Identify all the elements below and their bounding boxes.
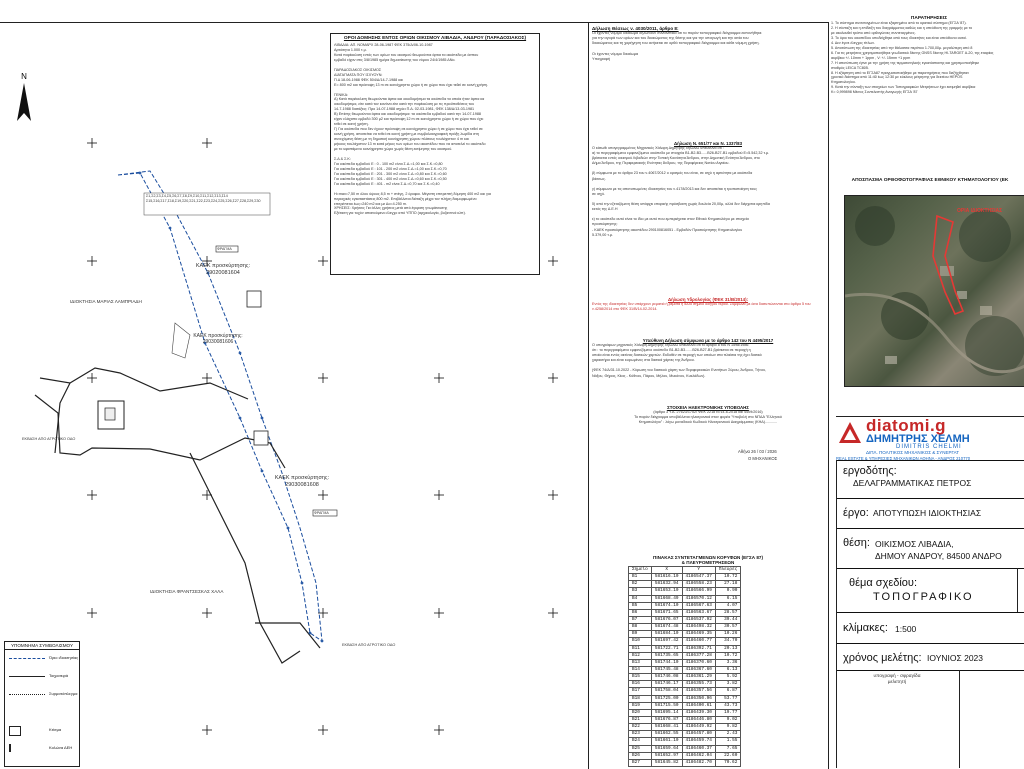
- coordinate-table-cell: Β7: [629, 616, 652, 623]
- coordinate-table-cell: Β6: [629, 609, 652, 616]
- map-area: [0, 22, 589, 769]
- table-row: [629, 616, 741, 623]
- orthophoto-image: [845, 196, 1024, 386]
- coordinate-table-cell: 4186367.60: [682, 666, 715, 673]
- coordinate-table-cell: 4186392.71: [682, 645, 715, 652]
- table-row: [629, 724, 741, 731]
- svg-text:Ν: Ν: [21, 72, 27, 81]
- coordinate-table-cell: Β22: [629, 724, 652, 731]
- coordinate-table-cell: 1.55: [715, 738, 740, 745]
- table-row: [629, 702, 741, 709]
- coordinate-table-cell: 7.65: [715, 745, 740, 752]
- coordinate-table-cell: 581671.65: [651, 609, 682, 616]
- coordinate-table-cell: Β17: [629, 688, 652, 695]
- building-terms-box: [330, 33, 540, 275]
- notes-line: Κτηματολογίου.: [831, 80, 856, 85]
- notes-title: ΠΑΡΑΤΗΡΗΣΕΙΣ: [910, 16, 948, 21]
- drawing-subject-value: ΤΟΠΟΓΡΑΦΙΚΟ: [873, 591, 974, 603]
- coordinate-table-cell: Β21: [629, 716, 652, 723]
- declaration-line: Οι έχοντες νόμιμο δικαίωμα: [592, 51, 639, 56]
- coordinate-table-cell: 4186400.61: [682, 702, 715, 709]
- coordinate-table-cell: 4186449.92: [682, 724, 715, 731]
- coordinate-table-cell: 581652.97: [651, 752, 682, 759]
- conditions-box-line: Π.Δ 18-06-1988 ΦΕΚ 504/Δ/14-7-1988 και: [334, 77, 403, 82]
- table-row: [629, 716, 741, 723]
- coordinate-table-cell: 581674.10: [651, 602, 682, 609]
- notes-line: Κ= 0,999898 Μέσος Συντελεστής Αναγωγής ΕΓΣΑ '87: [831, 90, 918, 95]
- coordinate-table-cell: 581645.82: [651, 759, 682, 766]
- coordinate-table-cell: 581758.04: [651, 688, 682, 695]
- coordinate-table-header: Πλευρές: [715, 567, 740, 574]
- coordinate-table-cell: Β1: [629, 574, 652, 581]
- table-row: [629, 595, 741, 602]
- law-651-line: δ) από την εξεταζόμενη θέση υπάρχει επαρκής πρόσβαση χωρίς δουλεία 20,00μ, αλλά δεν διέρχεται κρηπίδα: [592, 202, 770, 207]
- notes-line: 3. Το όριο του οικοπέδου υποδείχθηκε από τους ιδιοκτήτες και είναι υπεύθυνοι αυτοί.: [831, 35, 967, 40]
- client-value: ΔΕΛΑΓΡΑΜΜΑΤΙΚΑΣ ΠΕΤΡΟΣ: [853, 478, 972, 488]
- location-value-2: ΔΗΜΟΥ ΑΝΔΡΟΥ, 84500 ΑΝΔΡΟ: [875, 551, 1002, 561]
- table-row: [629, 731, 741, 738]
- coordinate-table-cell: Β12: [629, 652, 652, 659]
- legend-item-label: Κολώνα ΔΕΗ: [49, 745, 73, 750]
- coordinate-table-cell: Β4: [629, 595, 652, 602]
- electronic-submission-block: [592, 405, 824, 425]
- scale-value: 1:500: [895, 624, 917, 634]
- fence-label-2: ΦΡΑΓΜΑ: [314, 511, 329, 515]
- conditions-box-line: τεθεί σε κοινή χρήση.: [334, 122, 369, 127]
- property-overlay: [933, 216, 963, 314]
- notes-text: [831, 21, 1024, 95]
- company-block: [836, 416, 1024, 461]
- coordinate-table-cell: 581715.50: [651, 702, 682, 709]
- coordinate-table-cell: 6.15: [715, 595, 740, 602]
- conditions-box-line: επιτρέπεται έως=240 m2 και με Δο=4.250 m.: [334, 201, 407, 206]
- table-row: [629, 609, 741, 616]
- law-651-line: - ΚΑΕΚ προσκύρτησης οικοπέδου 290100816051 - Εμβαδόν Προσκύρτησης Κτηματολογίου: [592, 227, 743, 232]
- coordinate-table-cell: 4186377.28: [682, 652, 715, 659]
- client-label: εργοδότης:: [843, 465, 897, 477]
- declaration-line: Υπογραφή: [592, 57, 611, 62]
- conditions-box-line: ΛΙΒΑΔΙΑ: ΑΠ. ΝΟΜΑΡΧ 28-06-1987 ΦΕΚ 375/Δ/06-10-1987: [334, 43, 433, 47]
- coordinate-table-cell: Β23: [629, 731, 652, 738]
- coordinate-table-cell: 581684.10: [651, 631, 682, 638]
- legend-title: ΥΠΟΜΝΗΜΑ ΣΥΜΒΟΛΙΣΜΟΥ: [5, 642, 79, 650]
- coordinate-table-cell: Β8: [629, 624, 652, 631]
- middle-column: [588, 22, 829, 769]
- building-terms-text: [334, 43, 536, 216]
- signature-label: υπογραφή - σφραγίδα μελετητή: [873, 674, 921, 685]
- electronic-submission-title: ΣΤΟΙΧΕΙΑ ΗΛΕΚΤΡΟΝΙΚΗΣ ΥΠΟΒΟΛΗΣ: [667, 405, 749, 410]
- coordinate-table-cell: 581661.10: [651, 738, 682, 745]
- conditions-box-line: Α) Κατά παρέκκλιση θεωρούνται άρτια και οικοδομήσιμα τα οικόπεδα τα οποία ήταν άρτια κα: [334, 97, 485, 102]
- coordinate-table-cell: 4186482.70: [682, 759, 715, 766]
- table-row: [629, 631, 741, 638]
- kaek-label-2: ΚΑΕΚ προσκύρτησης: 29030081606: [193, 333, 243, 345]
- company-latin: DIMITRIS CHELMI: [896, 444, 962, 450]
- engineer-signer: Ο ΜΗΧΑΝΙΚΟΣ: [748, 456, 778, 461]
- law-651-line: βάσεως.: [592, 176, 606, 181]
- scale-label: κλίμακες:: [843, 622, 888, 634]
- drawing-subject-label: θέμα σχεδίου:: [849, 577, 917, 589]
- conditions-box-line: Η=max=7,50 m όλου ύψους 8,5 m + στέγη, 2 όροφοι. Μέγιστη επιτρεπτή δόμηση 400 m2 και για: [334, 191, 491, 196]
- road-label-2: ΕΚΒΑΣΗ ΑΠΟ ΑΓΡΟΤΙΚΟ ΟΔΟ: [342, 643, 396, 647]
- coordinate-table-cell: 4186439.30: [682, 709, 715, 716]
- legend-items: [5, 650, 79, 760]
- coordinate-table-cell: 4186537.92: [682, 616, 715, 623]
- notes-line: 8. Η εξάρτηση από το ΕΓΣΑ87 πραγματοποιήθηκε με παρατηρήσεις που διεξήχθησαν: [831, 70, 970, 75]
- law-651-line: β) σύμφωνα με το άρθρο 23 του ν.4067/2012 ο ορισμός του είναι, σε ισχύ η αρτιότητα με οικόπεδα: [592, 171, 753, 176]
- coordinate-table-cell: Β5: [629, 602, 652, 609]
- legend-symbol-icon: [9, 676, 45, 683]
- coordinate-table-cell: 70.62: [715, 759, 740, 766]
- law-651-line: α) το περιγραφόμενο εμφανιζόμενο οικόπεδο με στοιχεία Β1-Β2-Β3......Β26-Β27-Β1 εμβαδού Ε=5.542,32 τ.μ.: [592, 151, 770, 156]
- coordinate-table-cell: Β2: [629, 581, 652, 588]
- coordinate-table-cell: 581695.14: [651, 709, 682, 716]
- notes-line: με ακολουθεί τρόπο από ορθογώνιες συντεταγμένες.: [831, 30, 916, 35]
- coordinate-table-block: [628, 555, 788, 767]
- coordinate-table-cell: 581668.49: [651, 595, 682, 602]
- coordinate-table-cell: 581632.94: [651, 581, 682, 588]
- table-row: [629, 666, 741, 673]
- conditions-box-line: Κατά παρέκκλιση εντός των ορίων του οικισμού θεωρούνται άρτια τα οικόπεδα με όσπου: [334, 52, 479, 57]
- notes-line: 6. Για τις μετρήσεις χρησιμοποιήθηκε γεωδαιτικό δέκτης GNSS δέκτης HI-TARGET Α-20, της εταιρίας: [831, 50, 994, 55]
- company-subtitle: ΔΙΠΛ. ΠΟΛΙΤΙΚΟΣ ΜΗΧΑΝΙΚΟΣ & ΣΥΝΕΡΓΑΤ: [866, 450, 959, 455]
- coordinate-table-cell: 581722.71: [651, 645, 682, 652]
- legend-item-label: Κτίσμα: [49, 727, 62, 732]
- coordinate-table-cell: Β24: [629, 738, 652, 745]
- study-date-value: ΙΟΥΝΙΟΣ 2023: [927, 653, 984, 663]
- hydrology-text: Εντός της ιδιοκτησίας δεν υπάρχουν ρεματιά ή ρέματα ή άλλο σημείο οδηγού νερού. Σύμφωνα με όσα διατυπώνονται στο άρθρο 5 του ν.4258/2014 στο ΦΕΚ 31/Β/14-02-2014.: [592, 302, 811, 311]
- coordinate-table-cell: 581676.87: [651, 716, 682, 723]
- notes-line: ακρίβεια +/- 10mm + 1ppm , V: +/- 15mm +1 ppm: [831, 55, 911, 60]
- table-row: [629, 752, 741, 759]
- conditions-box-line: Για οικόπεδα εμβαδού Ε : 0 - 100 m2 είναι Σ.Δ.=1,00 και Σ.Κ.=0,80: [334, 161, 443, 166]
- drawing-subject-box: [1017, 568, 1024, 612]
- legend-symbol-icon: [9, 726, 21, 736]
- table-row: [629, 709, 741, 716]
- table-row: [629, 638, 741, 645]
- coordinate-table-cell: 39.44: [715, 616, 740, 623]
- coordinate-table-cell: 581745.48: [651, 666, 682, 673]
- road-label-1: ΕΚΒΑΣΗ ΑΠΟ ΑΓΡΟΤΙΚΟ ΟΔΟ: [22, 437, 76, 441]
- coordinate-table-cell: 10.72: [715, 574, 740, 581]
- kaek-label-1: ΚΑΕΚ προσκύρτησης: 29020081604: [195, 263, 251, 276]
- coordinate-table-cell: 9.02: [715, 716, 740, 723]
- project-value: ΑΠΟΤΥΠΩΣΗ ΙΔΙΟΚΤΗΣΙΑΣ: [873, 508, 982, 518]
- conditions-box-line: ΔΙΑΤΑΓΜΑΤΑ ΠΟΥ ΙΣΧΥΟΥΝ:: [334, 72, 383, 77]
- coordinate-table-cell: 581746.08: [651, 674, 682, 681]
- legend-symbol-icon: [9, 712, 45, 718]
- building-terms-title: ΟΡΟΙ ΔΟΜΗΣΗΣ ΕΝΤΟΣ ΟΡΙΩΝ ΟΙΚΙΣΜΟΥ ΛΙΒΑΔΙΑ, ΑΝΔΡΟΥ (ΠΑΡΑΔΟΣΙΑΚΟΣ): [343, 36, 527, 41]
- conditions-box-line: ΠΑΡΑΔΟΣΙΑΚΟΣ ΟΙΚΙΣΜΟΣ: [334, 67, 382, 72]
- coordinate-table-cell: 4186459.74: [682, 738, 715, 745]
- kaek-label-3: ΚΑΕΚ προσκύρτησης: 29030081608: [274, 475, 330, 488]
- property-boundary: [118, 171, 322, 641]
- coordinate-table-cell: 53.77: [715, 695, 740, 702]
- coordinate-table-cell: 4186357.56: [682, 688, 715, 695]
- conditions-box-line: Γ) Για οικόπεδα που δεν έχουν πρόσοψη σε κοινόχρηστο χώρο ή σε χώρο που έχει τεθεί σε: [334, 127, 483, 132]
- coordinate-table-cell: 581659.64: [651, 745, 682, 752]
- law-4495-line: Ο υπογράφων μηχανικός Χάλαρη Δημήτρης δηλώνω υπεύθυνα ότι το άρθρο 8 του Ν 1598/1986: [592, 343, 749, 347]
- notes-line: 9. Κατά την σύνταξη των στοιχείων των Τοπογραφικών Μετρήσεων έχει εκτιμηθεί ακρίβεια: [831, 85, 976, 90]
- notes-line: 7. Η αποτύπωση έγινε με την χρήση της τερματοτηλικής εγκατάστασης και χρησιμοποιήθηκε: [831, 60, 980, 65]
- table-row: [629, 745, 741, 752]
- right-column: [828, 0, 1024, 768]
- law-651-block: [592, 141, 824, 238]
- table-row: [629, 681, 741, 688]
- coordinate-table-cell: 581746.17: [651, 681, 682, 688]
- notes-line: 5. Αποτύπωση της ιδιοκτησίας από την θάλασσα περίπου 1.700,00μ. μεγαλύτερη από 8: [831, 45, 973, 50]
- law-651-line: προσκύρτησης:: [592, 222, 618, 227]
- law-651-line: ε) το οικόπεδο αυτό είναι το ίδιο με αυτό που εμπεριέχεται στον Εθνικό Κτηματολόγιο με στοιχεία: [592, 217, 749, 222]
- conditions-box-line: Σ.Δ & Σ.Κ:: [334, 156, 351, 161]
- law-651-line: Δήμο Άνδρου, της Περιφερειακής Ενότητας Άνδρου, της Περιφέρειας Νοτίου Αιγαίου.: [592, 161, 730, 166]
- orthophoto-title: ΑΠΟΣΠΑΣΜΑ ΟΡΘΟΦΩΤΟΓΡΑΦΙΑΣ ΕΘΝΙΚΟΥ ΚΤΗΜΑΤΟΛΟΓΙΟΥ (ΕΚ: [851, 178, 1009, 183]
- coordinate-table-cell: 4186469.35: [682, 631, 715, 638]
- coordinate-table-cell: 581662.55: [651, 731, 682, 738]
- conditions-box-line: περιοχικές εγκαταστάσεις 800 m2. Επιβάλλεται διάταξη μέχρι τον πλήρη διαμορφωμένο: [334, 196, 477, 201]
- company-logo-icon: [838, 421, 862, 445]
- coordinate-table-cell: 4186460.37: [682, 745, 715, 752]
- coordinate-table-cell: Β9: [629, 631, 652, 638]
- law-4495-line: (ΦΕΚ 74/Δ/31.10.2022 - Κύρωση του δασικού χάρτη των Περιφερειακών Ενοτήτων Σύρου, Άνδρου, Τήνου,: [592, 368, 767, 373]
- coordinate-table-cell: 20.13: [715, 645, 740, 652]
- company-services: REAL ESTATE & ΥΠΗΡΕΣΙΕΣ ΜΗΧΑΝΙΚΩΝ ΑΘΗΝΑ - ΑΝΔΡΟΣ 210770: [836, 456, 971, 461]
- legend-item-label: Όριο ιδιοκτησίας: [49, 655, 79, 660]
- declaration-line: δικαιώματος και τη χορήγηση του ανήκεται σε ορθό τοπογραφικό διάγραμμα και κάθε νόμιμη χρήση.: [592, 41, 760, 46]
- notes-line: σταθμός LEICA TC805.: [831, 65, 869, 70]
- hydrology-title: Δήλωση Υδρολογίας (ΦΕΚ 31/Β/2014):: [667, 297, 749, 302]
- law-651-title: Δήλωση Ν. 651/77 και Ν. 1337/83: [673, 141, 743, 146]
- coordinate-table-header: X: [651, 567, 682, 574]
- coordinate-table-cell: Β16: [629, 681, 652, 688]
- law-4495-line: ότι : το περιγραφόμενο εμφανιζόμενο οικόπεδο Β1-Β2-Β3.......Β26-Β27-Β1 βρίσκεται σε περιοχή η: [592, 348, 751, 353]
- coordinate-table: [628, 566, 741, 767]
- coordinate-table-cell: 4186547.37: [682, 574, 715, 581]
- owner-label-2: ΙΔΙΟΚΤΗΣΙΑ ΦΡΑΝΤΣΕΣΚΑΣ ΧΑΛΑ: [150, 589, 224, 594]
- table-row: [629, 659, 741, 666]
- legend-item-label: Τοιχοσειρά: [49, 673, 69, 678]
- hydrology-block: [592, 297, 824, 312]
- coordinate-table-cell: 30.57: [715, 624, 740, 631]
- conditions-box-line: Αρτιότητα 1.000 τ.μ.: [334, 47, 367, 52]
- coordinate-table-cell: 4186370.60: [682, 659, 715, 666]
- coordinate-table-cell: Β25: [629, 745, 652, 752]
- coordinate-table-cell: 0.90: [715, 588, 740, 595]
- owner-label-1: ΙΔΙΟΚΤΗΣΙΑ ΜΑΡΙΑΣ ΛΑΜΠΡΙΑΔΗ: [70, 299, 142, 304]
- coordinate-table-cell: 4186460.77: [682, 638, 715, 645]
- coordinate-table-cell: Β26: [629, 752, 652, 759]
- coordinate-table-cell: 4186570.12: [682, 595, 715, 602]
- coordinate-table-cell: 9.82: [715, 724, 740, 731]
- conditions-box-line: μήκους τουλάχιστον 13 m κατά μήκος των ορίων του οικοπέδου που να αποτελεί το οικόπεδο: [334, 142, 486, 147]
- table-row: [629, 624, 741, 631]
- law-4495-title: Υπεύθυνη Δήλωση σύμφωνα με το άρθρο 142 του Ν 4495/2017: [642, 338, 774, 343]
- table-row: [629, 581, 741, 588]
- conditions-box-line: ΧΡΗΣΕΙΣ: Χρήσεις Για άλλες χρήσεις μετά από έγκριση γνωμάτευσης: [334, 206, 448, 211]
- coordinate-table-cell: 3.82: [715, 681, 740, 688]
- law-651-line: σε ισχύ.: [592, 191, 606, 196]
- company-name: ΔΗΜΗΤΡΗΣ ΧΕΛΜΗ: [866, 433, 970, 445]
- title-block: [836, 460, 1024, 768]
- north-arrow-icon: [17, 72, 31, 121]
- legend-symbol-icon: [9, 658, 45, 665]
- coordinate-table-cell: 6.13: [715, 666, 740, 673]
- coordinate-table-cell: 10.26: [715, 631, 740, 638]
- law-651-line: γ) σύμφωνα με τις αποτυπωμένες ιδιοκτησίες του ν.4178/2013 και δεν απαιτείται η τροποποίηση τους: [592, 186, 757, 191]
- coordinate-table-cell: 581744.10: [651, 659, 682, 666]
- coordinate-table-cell: 581616.10: [651, 574, 682, 581]
- conditions-box-line: Β) Επίσης θεωρούνται άρτια και οικοδομήσιμα: τα οικόπεδα εμβαδού κατά την 14-07-1988: [334, 112, 481, 117]
- coordinate-table-cell: 581668.41: [651, 724, 682, 731]
- conditions-box-line: ΓΕΝΙΚΑ:: [334, 92, 349, 97]
- declaration-date: Αθήνα 26 / 03 / 2026: [738, 449, 777, 454]
- law-4495-line: οποία είναι εντός ακτίνας δασικών χαρτών. Εκδοθέν σε περιοχή των οποίων στα πλαίσια της έχει δασικό: [592, 353, 762, 358]
- table-row: [629, 674, 741, 681]
- declaration-line: Οι έχοντες νόμιμο δικαίωμα δηλώνουν συναινετικά ότι το παρόν τοπογραφικό διάγραμμα εκπονήθηκε: [592, 31, 762, 35]
- legend-box: [4, 641, 80, 767]
- law-651-line: εκτός της Δ.Ε.Η: [592, 207, 618, 212]
- legend-symbol-icon: [9, 744, 11, 752]
- coordinate-table-cell: 4186446.80: [682, 716, 715, 723]
- coordinate-table-cell: 5.92: [715, 674, 740, 681]
- coordinate-table-header: Σημείο: [629, 567, 652, 574]
- notes-line: 1. Το σύστημα συντεταγμένων είναι εξαρτημένο από το κρατικό σύστημα (ΕΓΣΑ '87).: [831, 21, 967, 25]
- coordinate-table-cell: 4186558.23: [682, 581, 715, 588]
- location-label: θέση:: [843, 537, 870, 549]
- coordinate-table-cell: 6.87: [715, 688, 740, 695]
- coordinate-table-cell: Β15: [629, 674, 652, 681]
- coordinate-table-cell: 28.57: [715, 609, 740, 616]
- coordinate-table-cell: 4186350.96: [682, 695, 715, 702]
- law-651-text: [592, 146, 824, 238]
- law-4495-block: [592, 338, 824, 379]
- coordinate-table-cell: 22.60: [715, 752, 740, 759]
- coordinate-table-title: ΠΙΝΑΚΑΣ ΣΥΝΤΕΤΑΓΜΕΝΩΝ ΚΟΡΥΦΩΝ (ΕΓΣΑ 87): [653, 555, 763, 560]
- notes-block: [831, 16, 1024, 95]
- declaration-text: [592, 31, 824, 62]
- notes-line: χρονικό διάστημα από 11:40 έως 12:30 με κύκλους μέτρησης για δεκτέου HEPOS: [831, 75, 963, 80]
- conditions-box-line: είχαν ελάχιστο εμβαδό 300 μ2 και πρόσοψη 12 m σε κοινόχρηστο χώρο ή σε χώρο που έχει: [334, 117, 484, 122]
- coordinate-table-cell: 581653.10: [651, 588, 682, 595]
- coordinate-table-cell: 4186498.32: [682, 624, 715, 631]
- table-row: [629, 652, 741, 659]
- table-row: [629, 574, 741, 581]
- coordinate-table-cell: 19.77: [715, 709, 740, 716]
- table-row: [629, 588, 741, 595]
- coordinate-table-cell: 4186457.80: [682, 731, 715, 738]
- table-row: [629, 602, 741, 609]
- coordinate-table-cell: 581674.48: [651, 624, 682, 631]
- coordinate-table-cell: 4186567.63: [682, 602, 715, 609]
- coordinate-table-cell: 4186563.67: [682, 609, 715, 616]
- declaration-title: Δήλωση Θέσεως ν. 4030/2011, άρθρο 8:: [592, 26, 679, 31]
- coordinate-table-cell: Β27: [629, 759, 652, 766]
- electronic-submission-line: Το παρόν διάγραμμα υποβάλλεται ηλεκτρονικά στον φορέα 'Υποβολή στο ΝΠΔΑ ''Ελληνικό: [634, 415, 782, 420]
- table-row: [629, 759, 741, 766]
- conditions-box-line: οικοδομήσιμα, είτε κατά τον κανόνα είτε κατά την παρέκκλιση με τις προϋποθέσεις του: [334, 102, 474, 107]
- coordinate-table-cell: 581725.00: [651, 695, 682, 702]
- law-651-line: Ο κάτωθι υπογεγραμμένος Μηχανικός Χάλαρη Δημήτρης δηλώνω υπεύθυνα ότι :: [592, 146, 724, 150]
- coordinate-table-cell: 3.36: [715, 659, 740, 666]
- coordinate-table-cell: 581735.65: [651, 652, 682, 659]
- coordinate-table-cell: 581676.07: [651, 616, 682, 623]
- notes-line: 2. Η σύνταξη και η επίδειξη του διαγράμματος καθώς και η υπεύθυνη της γραμμής με το: [831, 25, 973, 30]
- company-logo-text: diatomi.g: [866, 416, 947, 435]
- conditions-box-line: με το υφιστάμενο κοινόχρηστο χώρο χωρίς θέση εκτίμησης του οικισμού.: [334, 147, 453, 152]
- coordinate-table-cell: Β13: [629, 659, 652, 666]
- coordinate-table-cell: 10.72: [715, 652, 740, 659]
- law-4495-line: Νάξου, Θήρας, Κέας - Κύθνου, Πάρου, Μήλου, Μυκόνου, Κυκλάδων).: [592, 373, 706, 378]
- signature-box-divider: [959, 670, 960, 768]
- notes-line: 4. Δεν έγινε έλεγχος τίτλων.: [831, 40, 876, 45]
- electronic-submission-line: Κτηματολόγιο'' : λόγω μοναδικού Κωδικού Ηλεκτρονικού Διαγράμματος (ΚΗΔ)............: [638, 420, 778, 425]
- conditions-box-line: Για οικόπεδα εμβαδού Ε : 301 - 400 m2 είναι Σ.Δ.=0,60 και Σ.Κ.=0,50: [334, 176, 447, 181]
- coordinate-table-cell: 34.70: [715, 638, 740, 645]
- coordinate-table-cell: Β19: [629, 702, 652, 709]
- legend-symbol-icon: [9, 694, 45, 701]
- table-row: [629, 645, 741, 652]
- law-4495-text: [592, 343, 824, 379]
- fence-label-1: ΦΡΑΓΜΑ: [217, 247, 232, 251]
- coordinate-table-subtitle: & ΠΛΕΥΡΟΜΕΤΡΗΣΕΩΝ: [681, 560, 735, 565]
- coordinate-table-cell: 4186566.99: [682, 588, 715, 595]
- project-label: έργο:: [843, 507, 869, 519]
- conditions-box-line: Για οικόπεδα εμβαδού Ε : 401 - m2 είναι Σ.Δ.=0,70 και Σ.Κ.=0,40: [334, 181, 440, 186]
- legend-item-label: Συρματόπλεγμα: [49, 691, 78, 696]
- coordinate-table-cell: 2.43: [715, 731, 740, 738]
- coord-list-label: Σ1,Σ2,Σ3,Σ4,Σ5,Σ6,Σ7,Σ8,Σ9,Σ10,Σ11,Σ12,Σ13,Σ14 Σ15,Σ16,Σ17,Σ18,Σ19,Σ20,Σ21,Σ22,Σ23,Σ24,Σ25,Σ26,Σ27,Σ28,Σ29,Σ30: [146, 194, 261, 203]
- conditions-box-line: συνεχόμενη θέση με τη δημοτική κοινόχρηστη χώρου πλάτους τουλάχιστον 4 m και: [334, 137, 469, 142]
- coordinate-table-header: Y: [682, 567, 715, 574]
- conditions-box-line: Εξέταση για τυχόν απαιτούμενο έλεγχο από ΥΠΠΟ (αρχαιολογία, βυζαντινά κλπ).: [334, 211, 466, 216]
- conditions-box-line: εμβαδό είχαν στις 3/8/1985 ημέρα δημοσίευσης του νόμου 24/4/1985 ΔΝο.: [334, 57, 456, 62]
- coordinate-table-cell: Β11: [629, 645, 652, 652]
- conditions-box-line: Για οικόπεδα εμβαδού Ε : 201 - 300 m2 είναι Σ.Δ.=0,80 και Σ.Κ.=0,60: [334, 171, 447, 176]
- electronic-submission-line: (άρθρο 3 Υ.Α. 27623/1752/ ΦΕΚ 2218 Β'/14-6-2018 και 4409/2016): [653, 410, 763, 414]
- coordinate-table-cell: Β18: [629, 695, 652, 702]
- coordinate-table-cell: 27.18: [715, 581, 740, 588]
- law-4495-line: χαρακτήρα και είναι κυρωμένος στα δασικά χάρτες της Άνδρου.: [592, 358, 695, 363]
- table-row: [629, 695, 741, 702]
- conditions-box-line: Ε= 800 m2 και πρόσοψη 13 m σε κοινόχρηστο χώρο ή σε χώρο που έχει τεθεί σε κοινή χρήση.: [334, 82, 488, 87]
- law-651-line: 5.379,00 τ.μ.: [592, 232, 614, 237]
- conditions-box-line: Για οικόπεδα εμβαδού Ε : 101 - 200 m2 είναι Σ.Δ.=1,00 και Σ.Κ.=0,70: [334, 166, 447, 171]
- coordinate-table-cell: Β10: [629, 638, 652, 645]
- coordinate-table-cell: Β3: [629, 588, 652, 595]
- location-value-1: ΟΙΚΙΣΜΟΣ ΛΙΒΑΔΙΑ,: [875, 539, 954, 549]
- law-651-line: βρίσκεται εντός οικισμού Λιβαδιών στην Τοπική Κοινότητα Άνδρου, στην Δημοτική Ενότητα Άνδρου, στο: [592, 156, 760, 161]
- coordinate-table-cell: 4.07: [715, 602, 740, 609]
- orthophoto: [844, 195, 1024, 387]
- coordinate-table-cell: Β14: [629, 666, 652, 673]
- coordinate-table-cell: 581697.42: [651, 638, 682, 645]
- declaration-line: για την αγορά των ορίων και του δικαιώματος της θέσης και για την υπαγωγή και την αιτία του: [592, 36, 749, 41]
- conditions-box-line: 14-7-1988 διατάξεις: Προ 14-07-1988 ισχύει Π.Δ. 02-03-1981, ΦΕΚ 138/Δ/13-03-1981: [334, 107, 475, 112]
- coordinate-table-cell: Β20: [629, 709, 652, 716]
- coordinate-table-cell: 4186361.29: [682, 674, 715, 681]
- conditions-box-line: κοινή χρήση, απαιτείται να τεθεί σε κοινή χρήση με συμβολαιογραφική πράξη λωρίδα στη: [334, 132, 479, 137]
- table-row: [629, 688, 741, 695]
- coordinate-table-cell: 4186355.73: [682, 681, 715, 688]
- declaration-block: [592, 26, 824, 62]
- orthophoto-overlay-label: ΟΡΙΑ ΙΔΙΟΚΤΗΣΙΑΣ: [957, 208, 1003, 214]
- table-row: [629, 738, 741, 745]
- electronic-submission-text: [592, 410, 824, 425]
- coordinate-table-cell: 4186462.04: [682, 752, 715, 759]
- coordinate-table-cell: 43.73: [715, 702, 740, 709]
- study-date-label: χρόνος μελέτης:: [843, 652, 922, 664]
